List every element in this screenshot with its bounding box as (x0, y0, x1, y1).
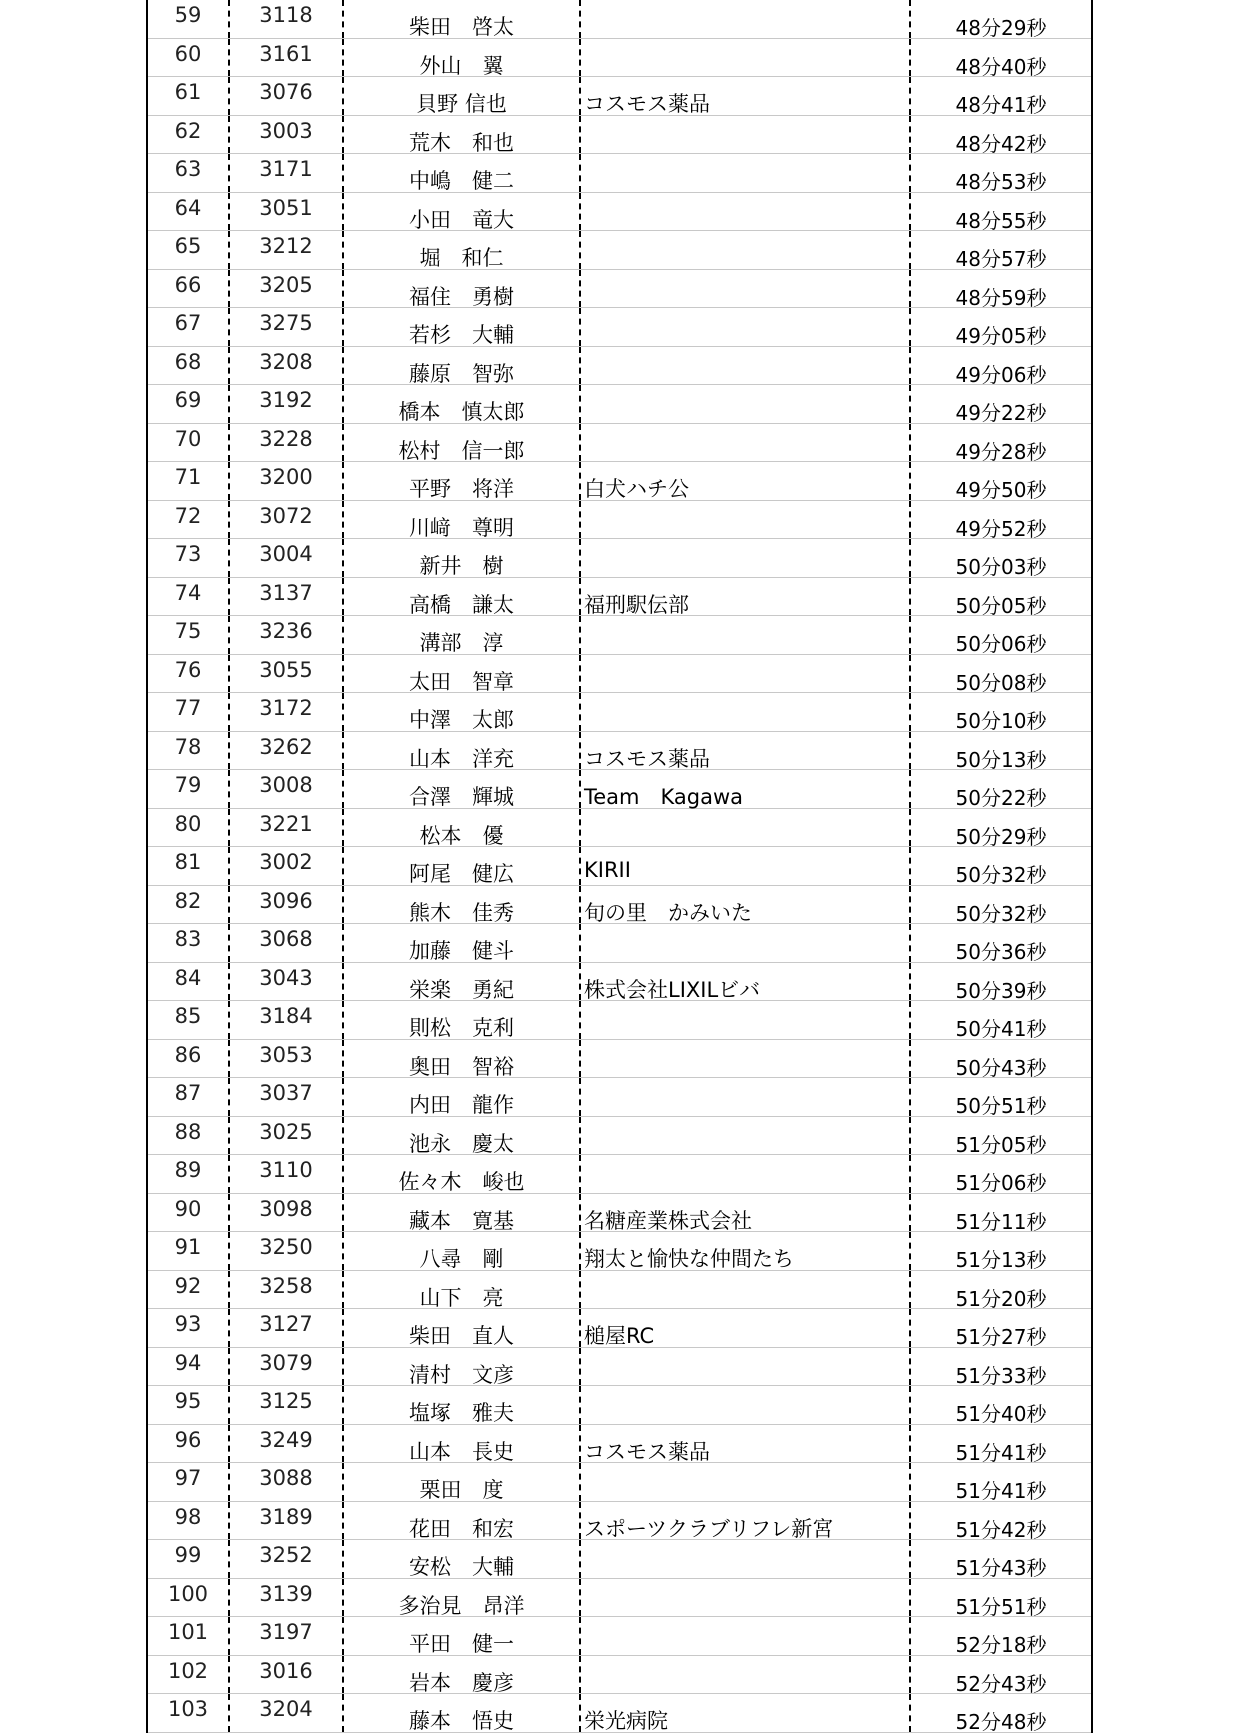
rank-cell: 77 (174, 696, 202, 720)
bib-number-cell: 3192 (228, 385, 342, 423)
rank-cell: 101 (167, 1620, 209, 1644)
results-table (146, 0, 1093, 1733)
rank-cell: 83 (174, 927, 202, 951)
rank-cell: 88 (174, 1119, 202, 1144)
runner-name-cell: 若杉 大輔 (342, 308, 579, 346)
bib-number-cell: 3098 (228, 1194, 342, 1232)
table-row (148, 578, 1091, 617)
team-name-cell (579, 1078, 909, 1116)
team-name-cell: コスモス薬品 (579, 1425, 909, 1463)
rank-cell: 69 (174, 388, 202, 412)
finish-time-cell: 51分41秒 (909, 1463, 1091, 1501)
finish-time-cell: 50分08秒 (909, 655, 1091, 693)
runner-name-cell: 清村 文彦 (342, 1348, 579, 1386)
table-row (148, 1502, 1091, 1541)
runner-name-cell: 塩塚 雅夫 (342, 1386, 579, 1424)
runner-name-cell: 花田 和宏 (342, 1502, 579, 1540)
rank-cell: 62 (174, 118, 202, 143)
rank-cell: 96 (174, 1427, 202, 1452)
table-row (148, 1001, 1091, 1040)
team-name-cell: 翔太と愉快な仲間たち (579, 1232, 909, 1270)
finish-time-cell: 52分18秒 (909, 1617, 1091, 1655)
team-name-cell (579, 693, 909, 731)
team-name-cell (579, 539, 909, 577)
runner-name-cell: 山本 洋充 (342, 732, 579, 770)
team-name-cell: 株式会社LIXILビバ (579, 963, 909, 1001)
team-name-cell (579, 1540, 909, 1578)
bib-number-cell: 3008 (228, 770, 342, 808)
runner-name-cell: 松村 信一郎 (342, 424, 579, 462)
runner-name-cell: 平野 将洋 (342, 462, 579, 500)
team-name-cell (579, 424, 909, 462)
rank-cell: 99 (174, 1543, 202, 1567)
team-name-cell: KIRII (579, 847, 909, 885)
team-name-cell (579, 1656, 909, 1694)
finish-time-cell: 50分39秒 (909, 963, 1091, 1001)
rank-cell: 78 (174, 734, 202, 759)
rank-cell: 87 (174, 1081, 202, 1105)
finish-time-cell: 51分43秒 (909, 1540, 1091, 1578)
runner-name-cell: 柴田 啓太 (342, 0, 579, 38)
table-row (148, 0, 1091, 39)
finish-time-cell: 52分48秒 (909, 1694, 1091, 1732)
table-row (148, 1386, 1091, 1425)
bib-number-cell: 3221 (228, 809, 342, 847)
rank-cell: 64 (174, 195, 202, 220)
bib-number-cell: 3250 (228, 1232, 342, 1270)
finish-time-cell: 48分59秒 (909, 270, 1091, 308)
team-name-cell (579, 1001, 909, 1039)
runner-name-cell: 山本 長史 (342, 1425, 579, 1463)
runner-name-cell: 高橋 謙太 (342, 578, 579, 616)
team-name-cell: 白犬ハチ公 (579, 462, 909, 500)
finish-time-cell: 49分28秒 (909, 424, 1091, 462)
team-name-cell (579, 347, 909, 385)
bib-number-cell: 3228 (228, 424, 342, 462)
finish-time-cell: 52分43秒 (909, 1656, 1091, 1694)
finish-time-cell: 50分29秒 (909, 809, 1091, 847)
runner-name-cell: 岩本 慶彦 (342, 1656, 579, 1694)
finish-time-cell: 50分41秒 (909, 1001, 1091, 1039)
runner-name-cell: 貝野 信也 (342, 77, 579, 115)
rank-cell: 100 (167, 1581, 209, 1606)
bib-number-cell: 3043 (228, 963, 342, 1001)
finish-time-cell: 51分13秒 (909, 1232, 1091, 1270)
bib-number-cell: 3200 (228, 462, 342, 500)
rank-cell: 89 (174, 1158, 202, 1182)
finish-time-cell: 48分53秒 (909, 154, 1091, 192)
team-name-cell (579, 154, 909, 192)
rank-cell: 84 (174, 965, 202, 990)
table-row (148, 116, 1091, 155)
bib-number-cell: 3208 (228, 347, 342, 385)
table-row (148, 924, 1091, 963)
team-name-cell (579, 1040, 909, 1078)
finish-time-cell: 48分29秒 (909, 0, 1091, 38)
table-row (148, 1309, 1091, 1348)
team-name-cell (579, 1271, 909, 1309)
team-name-cell (579, 116, 909, 154)
runner-name-cell: 藏本 寛基 (342, 1194, 579, 1232)
rank-cell: 103 (167, 1697, 209, 1721)
runner-name-cell: 安松 大輔 (342, 1540, 579, 1578)
bib-number-cell: 3002 (228, 847, 342, 885)
rank-cell: 90 (174, 1196, 202, 1221)
runner-name-cell: 熊木 佳秀 (342, 886, 579, 924)
rank-cell: 59 (174, 3, 202, 27)
rank-cell: 74 (174, 580, 202, 605)
team-name-cell: コスモス薬品 (579, 732, 909, 770)
team-name-cell (579, 385, 909, 423)
table-row (148, 1540, 1091, 1579)
table-row (148, 270, 1091, 309)
table-row (148, 1078, 1091, 1117)
bib-number-cell: 3037 (228, 1078, 342, 1116)
runner-name-cell: 池永 慶太 (342, 1117, 579, 1155)
team-name-cell (579, 1463, 909, 1501)
finish-time-cell: 48分57秒 (909, 231, 1091, 269)
table-row (148, 1579, 1091, 1618)
bib-number-cell: 3258 (228, 1271, 342, 1309)
bib-number-cell: 3125 (228, 1386, 342, 1424)
finish-time-cell: 49分52秒 (909, 501, 1091, 539)
team-name-cell: スポーツクラブリフレ新宮 (579, 1502, 909, 1540)
bib-number-cell: 3236 (228, 616, 342, 654)
runner-name-cell: 則松 克利 (342, 1001, 579, 1039)
finish-time-cell: 51分05秒 (909, 1117, 1091, 1155)
finish-time-cell: 51分27秒 (909, 1309, 1091, 1347)
rank-cell: 85 (174, 1004, 202, 1028)
results-rows (148, 0, 1091, 1733)
rank-cell: 67 (174, 311, 202, 335)
table-row (148, 1617, 1091, 1656)
team-name-cell: Team Kagawa (579, 770, 909, 808)
runner-name-cell: 栗田 度 (342, 1463, 579, 1501)
bib-number-cell: 3055 (228, 655, 342, 693)
bib-number-cell: 3275 (228, 308, 342, 346)
table-row (148, 1194, 1091, 1233)
runner-name-cell: 内田 龍作 (342, 1078, 579, 1116)
rank-cell: 81 (174, 850, 202, 874)
runner-name-cell: 小田 竜大 (342, 193, 579, 231)
finish-time-cell: 49分50秒 (909, 462, 1091, 500)
table-row (148, 424, 1091, 463)
finish-time-cell: 50分06秒 (909, 616, 1091, 654)
bib-number-cell: 3171 (228, 154, 342, 192)
runner-name-cell: 川﨑 尊明 (342, 501, 579, 539)
rank-cell: 61 (174, 80, 202, 104)
team-name-cell (579, 1617, 909, 1655)
team-name-cell (579, 0, 909, 38)
bib-number-cell: 3204 (228, 1694, 342, 1732)
finish-time-cell: 50分43秒 (909, 1040, 1091, 1078)
bib-number-cell: 3184 (228, 1001, 342, 1039)
finish-time-cell: 50分32秒 (909, 886, 1091, 924)
table-row (148, 193, 1091, 232)
table-row (148, 655, 1091, 694)
bib-number-cell: 3096 (228, 886, 342, 924)
runner-name-cell: 藤原 智弥 (342, 347, 579, 385)
finish-time-cell: 50分13秒 (909, 732, 1091, 770)
bib-number-cell: 3072 (228, 501, 342, 539)
table-row (148, 77, 1091, 116)
table-row (148, 732, 1091, 771)
table-row (148, 347, 1091, 386)
table-row (148, 809, 1091, 848)
table-row (148, 1425, 1091, 1464)
finish-time-cell: 48分40秒 (909, 39, 1091, 77)
table-row (148, 1040, 1091, 1079)
finish-time-cell: 49分22秒 (909, 385, 1091, 423)
bib-number-cell: 3088 (228, 1463, 342, 1501)
runner-name-cell: 合澤 輝城 (342, 770, 579, 808)
finish-time-cell: 48分55秒 (909, 193, 1091, 231)
rank-cell: 98 (174, 1504, 202, 1529)
team-name-cell: 槌屋RC (579, 1309, 909, 1347)
runner-name-cell: 多治見 昂洋 (342, 1579, 579, 1617)
table-row (148, 1117, 1091, 1156)
runner-name-cell: 橋本 慎太郎 (342, 385, 579, 423)
finish-time-cell: 51分06秒 (909, 1155, 1091, 1193)
table-row (148, 616, 1091, 655)
bib-number-cell: 3003 (228, 116, 342, 154)
rank-cell: 73 (174, 542, 202, 566)
rank-cell: 70 (174, 426, 202, 451)
rank-cell: 75 (174, 619, 202, 643)
bib-number-cell: 3051 (228, 193, 342, 231)
finish-time-cell: 50分22秒 (909, 770, 1091, 808)
team-name-cell (579, 655, 909, 693)
runner-name-cell: 堀 和仁 (342, 231, 579, 269)
rank-cell: 63 (174, 157, 202, 181)
rank-cell: 97 (174, 1466, 202, 1490)
bib-number-cell: 3068 (228, 924, 342, 962)
bib-number-cell: 3205 (228, 270, 342, 308)
team-name-cell: 栄光病院 (579, 1694, 909, 1732)
team-name-cell (579, 1155, 909, 1193)
finish-time-cell: 50分32秒 (909, 847, 1091, 885)
table-row (148, 39, 1091, 78)
finish-time-cell: 50分51秒 (909, 1078, 1091, 1116)
finish-time-cell: 48分42秒 (909, 116, 1091, 154)
bib-number-cell: 3139 (228, 1579, 342, 1617)
table-row (148, 1463, 1091, 1502)
runner-name-cell: 山下 亮 (342, 1271, 579, 1309)
finish-time-cell: 49分06秒 (909, 347, 1091, 385)
finish-time-cell: 51分51秒 (909, 1579, 1091, 1617)
rank-cell: 91 (174, 1235, 202, 1259)
table-row (148, 1271, 1091, 1310)
runner-name-cell: 平田 健一 (342, 1617, 579, 1655)
table-row (148, 501, 1091, 540)
team-name-cell (579, 270, 909, 308)
rank-cell: 82 (174, 888, 202, 913)
bib-number-cell: 3079 (228, 1348, 342, 1386)
table-row (148, 963, 1091, 1002)
runner-name-cell: 太田 智章 (342, 655, 579, 693)
runner-name-cell: 佐々木 峻也 (342, 1155, 579, 1193)
bib-number-cell: 3262 (228, 732, 342, 770)
team-name-cell (579, 809, 909, 847)
bib-number-cell: 3212 (228, 231, 342, 269)
finish-time-cell: 51分41秒 (909, 1425, 1091, 1463)
rank-cell: 76 (174, 657, 202, 682)
table-row (148, 693, 1091, 732)
rank-cell: 68 (174, 349, 202, 374)
bib-number-cell: 3025 (228, 1117, 342, 1155)
team-name-cell: 福刑駅伝部 (579, 578, 909, 616)
finish-time-cell: 51分20秒 (909, 1271, 1091, 1309)
team-name-cell (579, 231, 909, 269)
rank-cell: 102 (167, 1658, 209, 1683)
bib-number-cell: 3110 (228, 1155, 342, 1193)
team-name-cell (579, 193, 909, 231)
team-name-cell (579, 308, 909, 346)
team-name-cell (579, 1386, 909, 1424)
runner-name-cell: 阿尾 健広 (342, 847, 579, 885)
team-name-cell: 名糖産業株式会社 (579, 1194, 909, 1232)
table-row (148, 539, 1091, 578)
team-name-cell: 旬の里 かみいた (579, 886, 909, 924)
finish-time-cell: 50分10秒 (909, 693, 1091, 731)
team-name-cell (579, 39, 909, 77)
rank-cell: 92 (174, 1273, 202, 1298)
team-name-cell (579, 1579, 909, 1617)
finish-time-cell: 50分36秒 (909, 924, 1091, 962)
finish-time-cell: 51分11秒 (909, 1194, 1091, 1232)
rank-cell: 72 (174, 503, 202, 528)
team-name-cell (579, 924, 909, 962)
finish-time-cell: 50分05秒 (909, 578, 1091, 616)
bib-number-cell: 3118 (228, 0, 342, 38)
bib-number-cell: 3016 (228, 1656, 342, 1694)
table-row (148, 231, 1091, 270)
table-row (148, 770, 1091, 809)
finish-time-cell: 51分42秒 (909, 1502, 1091, 1540)
table-row (148, 385, 1091, 424)
runner-name-cell: 外山 翼 (342, 39, 579, 77)
rank-cell: 80 (174, 811, 202, 836)
runner-name-cell: 荒木 和也 (342, 116, 579, 154)
team-name-cell (579, 1348, 909, 1386)
runner-name-cell: 中嶋 健二 (342, 154, 579, 192)
finish-time-cell: 51分40秒 (909, 1386, 1091, 1424)
runner-name-cell: 藤本 悟史 (342, 1694, 579, 1732)
table-row (148, 308, 1091, 347)
rank-cell: 60 (174, 41, 202, 66)
runner-name-cell: 加藤 健斗 (342, 924, 579, 962)
runner-name-cell: 柴田 直人 (342, 1309, 579, 1347)
bib-number-cell: 3137 (228, 578, 342, 616)
runner-name-cell: 松本 優 (342, 809, 579, 847)
rank-cell: 95 (174, 1389, 202, 1413)
bib-number-cell: 3004 (228, 539, 342, 577)
table-row (148, 1232, 1091, 1271)
team-name-cell (579, 616, 909, 654)
table-row (148, 886, 1091, 925)
rank-cell: 66 (174, 272, 202, 297)
rank-cell: 86 (174, 1042, 202, 1067)
table-row (148, 847, 1091, 886)
rank-cell: 94 (174, 1350, 202, 1375)
bib-number-cell: 3249 (228, 1425, 342, 1463)
bib-number-cell: 3197 (228, 1617, 342, 1655)
runner-name-cell: 中澤 太郎 (342, 693, 579, 731)
table-row (148, 1155, 1091, 1194)
team-name-cell (579, 501, 909, 539)
bib-number-cell: 3053 (228, 1040, 342, 1078)
runner-name-cell: 栄楽 勇紀 (342, 963, 579, 1001)
runner-name-cell: 福住 勇樹 (342, 270, 579, 308)
rank-cell: 79 (174, 773, 202, 797)
runner-name-cell: 溝部 淳 (342, 616, 579, 654)
bib-number-cell: 3076 (228, 77, 342, 115)
rank-cell: 65 (174, 234, 202, 258)
table-row (148, 1694, 1091, 1733)
runner-name-cell: 新井 樹 (342, 539, 579, 577)
table-row (148, 1348, 1091, 1387)
table-row (148, 1656, 1091, 1695)
bib-number-cell: 3127 (228, 1309, 342, 1347)
runner-name-cell: 八尋 剛 (342, 1232, 579, 1270)
finish-time-cell: 51分33秒 (909, 1348, 1091, 1386)
table-row (148, 154, 1091, 193)
bib-number-cell: 3172 (228, 693, 342, 731)
bib-number-cell: 3161 (228, 39, 342, 77)
finish-time-cell: 49分05秒 (909, 308, 1091, 346)
team-name-cell: コスモス薬品 (579, 77, 909, 115)
bib-number-cell: 3252 (228, 1540, 342, 1578)
finish-time-cell: 48分41秒 (909, 77, 1091, 115)
bib-number-cell: 3189 (228, 1502, 342, 1540)
rank-cell: 71 (174, 465, 202, 489)
table-row (148, 462, 1091, 501)
finish-time-cell: 50分03秒 (909, 539, 1091, 577)
team-name-cell (579, 1117, 909, 1155)
runner-name-cell: 奥田 智裕 (342, 1040, 579, 1078)
rank-cell: 93 (174, 1312, 202, 1336)
